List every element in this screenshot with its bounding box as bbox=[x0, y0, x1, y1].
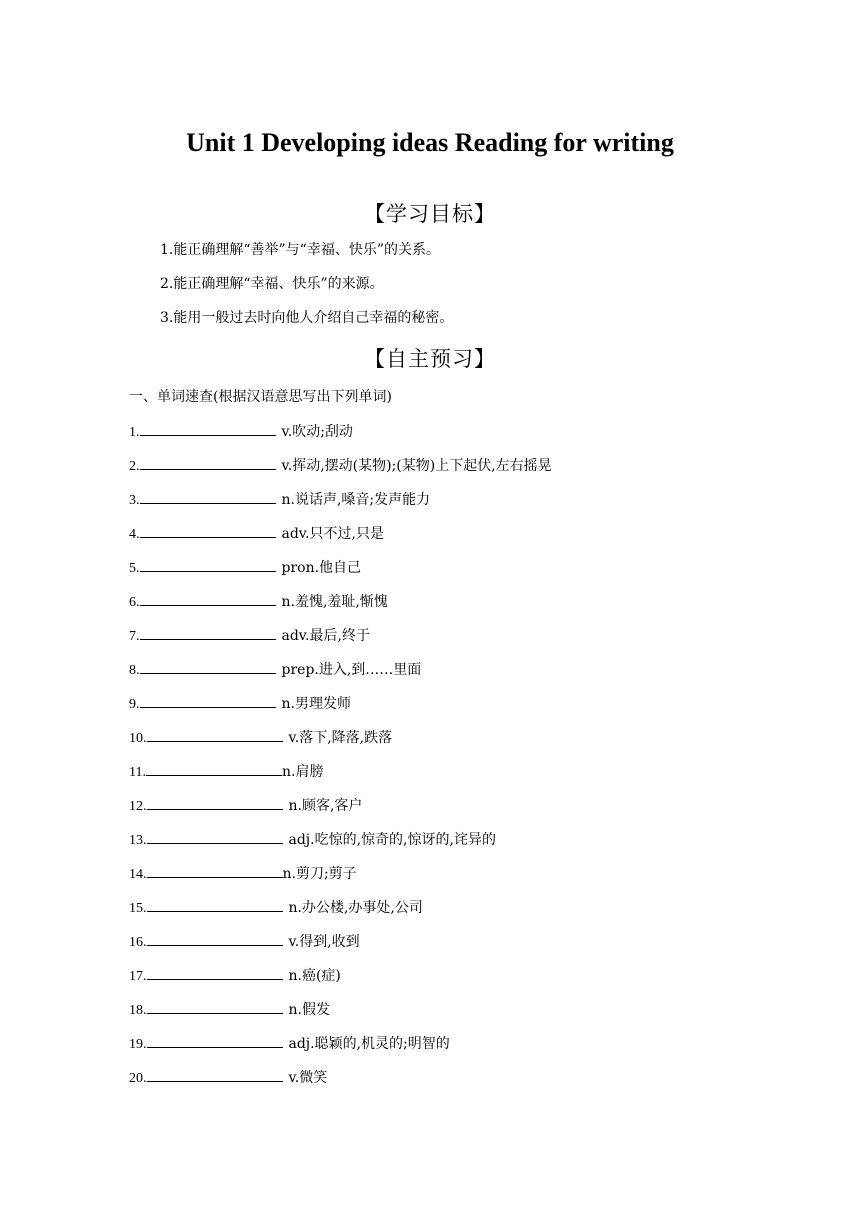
answer-blank[interactable] bbox=[147, 1031, 283, 1048]
vocab-item bbox=[129, 555, 552, 589]
objectives-heading: 【学习目标】 bbox=[364, 202, 496, 226]
answer-blank[interactable] bbox=[147, 827, 283, 844]
vocab-item bbox=[129, 827, 552, 861]
vocab-definition: adj.吃惊的,惊奇的,惊讶的,诧异的 bbox=[288, 832, 496, 848]
vocab-definition: n.办公楼,办事处,公司 bbox=[288, 900, 423, 916]
vocab-number: 16. bbox=[129, 935, 147, 950]
answer-blank[interactable] bbox=[147, 861, 283, 878]
answer-blank[interactable] bbox=[140, 419, 276, 436]
vocab-number: 6. bbox=[129, 595, 140, 610]
answer-blank[interactable] bbox=[140, 487, 276, 504]
objective-item: 3.能用一般过去时向他人介绍自己幸福的秘密。 bbox=[160, 310, 454, 326]
vocab-number: 10. bbox=[129, 731, 147, 746]
answer-blank[interactable] bbox=[146, 759, 282, 776]
answer-blank[interactable] bbox=[140, 521, 276, 538]
vocab-item bbox=[129, 589, 552, 623]
vocab-item bbox=[129, 623, 552, 657]
vocab-number: 17. bbox=[129, 969, 147, 984]
page-title: Unit 1 Developing ideas Reading for writing bbox=[186, 128, 674, 157]
answer-blank[interactable] bbox=[140, 589, 276, 606]
vocab-number: 8. bbox=[129, 663, 140, 678]
objective-item: 1.能正确理解“善举”与“幸福、快乐”的关系。 bbox=[160, 242, 440, 258]
answer-blank[interactable] bbox=[140, 623, 276, 640]
answer-blank[interactable] bbox=[147, 929, 283, 946]
vocab-list bbox=[129, 419, 552, 1099]
answer-blank[interactable] bbox=[147, 963, 283, 980]
vocab-item bbox=[129, 725, 552, 759]
vocab-definition: adv.只不过,只是 bbox=[281, 526, 384, 542]
vocab-item bbox=[129, 521, 552, 555]
answer-blank[interactable] bbox=[147, 895, 283, 912]
vocab-definition: prep.进入,到……里面 bbox=[281, 662, 422, 678]
answer-blank[interactable] bbox=[140, 453, 276, 470]
vocab-instructions: 一、单词速查(根据汉语意思写出下列单词) bbox=[129, 389, 392, 405]
vocab-number: 14. bbox=[129, 867, 147, 882]
vocab-definition: v.得到,收到 bbox=[288, 934, 360, 950]
vocab-number: 4. bbox=[129, 527, 140, 542]
vocab-number: 12. bbox=[129, 799, 147, 814]
vocab-item bbox=[129, 997, 552, 1031]
vocab-item bbox=[129, 1031, 552, 1065]
vocab-item bbox=[129, 861, 552, 895]
vocab-definition: pron.他自己 bbox=[281, 560, 362, 576]
vocab-number: 20. bbox=[129, 1071, 147, 1086]
vocab-number: 5. bbox=[129, 561, 140, 576]
vocab-number: 9. bbox=[129, 697, 140, 712]
vocab-item bbox=[129, 657, 552, 691]
preview-heading: 【自主预习】 bbox=[364, 347, 496, 371]
vocab-definition: v.微笑 bbox=[288, 1070, 328, 1086]
vocab-item bbox=[129, 963, 552, 997]
answer-blank[interactable] bbox=[147, 793, 283, 810]
vocab-item bbox=[129, 487, 552, 521]
vocab-definition: n.说话声,嗓音;发声能力 bbox=[281, 492, 431, 508]
answer-blank[interactable] bbox=[147, 725, 283, 742]
vocab-item bbox=[129, 793, 552, 827]
vocab-definition: n.男理发师 bbox=[281, 696, 351, 712]
answer-blank[interactable] bbox=[140, 691, 276, 708]
vocab-number: 1. bbox=[129, 425, 140, 440]
vocab-definition: adj.聪颖的,机灵的;明智的 bbox=[288, 1036, 450, 1052]
vocab-item bbox=[129, 1065, 552, 1099]
vocab-definition: n.假发 bbox=[288, 1002, 330, 1018]
vocab-number: 19. bbox=[129, 1037, 147, 1052]
vocab-definition: v.吹动;刮动 bbox=[281, 424, 353, 440]
vocab-number: 11. bbox=[129, 765, 146, 780]
vocab-definition: n.羞愧,羞耻,惭愧 bbox=[281, 594, 388, 610]
vocab-definition: v.挥动,摆动(某物);(某物)上下起伏,左右摇晃 bbox=[281, 458, 552, 474]
answer-blank[interactable] bbox=[147, 997, 283, 1014]
vocab-item bbox=[129, 895, 552, 929]
vocab-number: 2. bbox=[129, 459, 140, 474]
answer-blank[interactable] bbox=[140, 555, 276, 572]
answer-blank[interactable] bbox=[147, 1065, 283, 1082]
vocab-item bbox=[129, 453, 552, 487]
vocab-definition: n.肩膀 bbox=[281, 764, 324, 780]
answer-blank[interactable] bbox=[140, 657, 276, 674]
vocab-number: 18. bbox=[129, 1003, 147, 1018]
vocab-item bbox=[129, 929, 552, 963]
objective-item: 2.能正确理解“幸福、快乐”的来源。 bbox=[160, 276, 384, 292]
vocab-definition: n.剪刀;剪子 bbox=[282, 866, 357, 882]
vocab-definition: n.顾客,客户 bbox=[288, 798, 363, 814]
vocab-item bbox=[129, 419, 552, 453]
vocab-number: 13. bbox=[129, 833, 147, 848]
vocab-item bbox=[129, 759, 552, 793]
vocab-item bbox=[129, 691, 552, 725]
vocab-number: 3. bbox=[129, 493, 140, 508]
vocab-definition: n.癌(症) bbox=[288, 968, 341, 984]
vocab-definition: adv.最后,终于 bbox=[281, 628, 370, 644]
vocab-number: 15. bbox=[129, 901, 147, 916]
vocab-number: 7. bbox=[129, 629, 140, 644]
vocab-definition: v.落下,降落,跌落 bbox=[288, 730, 393, 746]
